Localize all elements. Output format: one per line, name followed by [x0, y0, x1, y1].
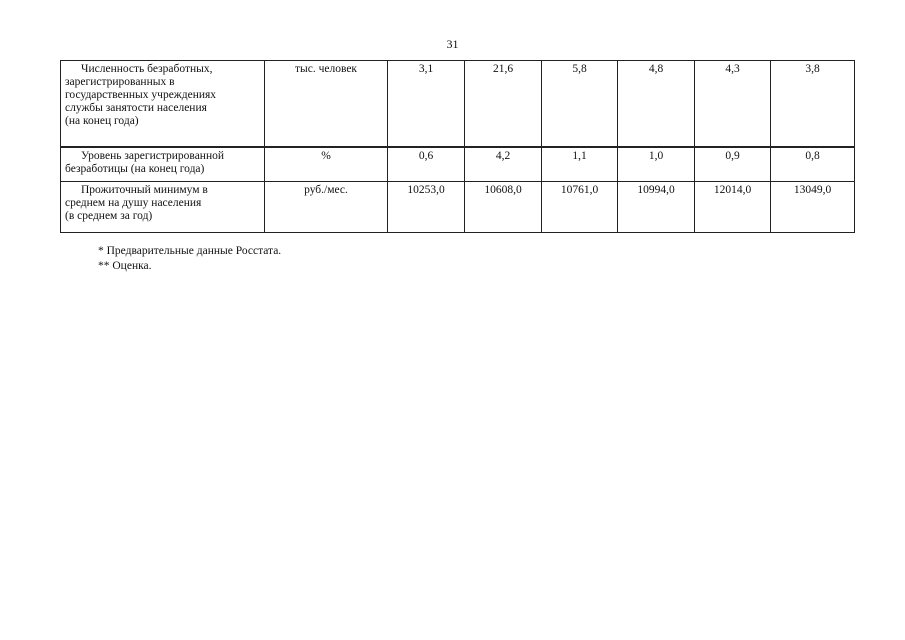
- value-cell: 21,6: [465, 61, 542, 148]
- unit-cell: тыс. человек: [265, 61, 388, 148]
- value-cell: 4,3: [695, 61, 771, 148]
- value-cell: 4,2: [465, 147, 542, 182]
- table-row: [61, 61, 855, 148]
- data-table: [60, 60, 855, 233]
- table-row: [61, 147, 855, 182]
- row-label: [61, 61, 265, 148]
- row-label-line: безработицы (на конец года): [65, 163, 205, 175]
- footnote-preliminary: * Предварительные данные Росстата.: [98, 245, 282, 257]
- row-label: [61, 182, 265, 233]
- value-cell: 0,8: [771, 147, 855, 182]
- row-label-line: Уровень зарегистрированной: [81, 150, 225, 162]
- value-cell: 0,9: [695, 147, 771, 182]
- value-cell: 10608,0: [465, 182, 542, 233]
- value-cell: 1,0: [618, 147, 695, 182]
- row-label-line: государственных учреждениях: [65, 89, 217, 101]
- row-label-line: зарегистрированных в: [65, 76, 175, 88]
- row-label-line: службы занятости населения: [65, 102, 207, 114]
- value-cell: 10253,0: [388, 182, 465, 233]
- row-label-line: (на конец года): [65, 115, 139, 127]
- table-row: [61, 182, 855, 233]
- value-cell: 12014,0: [695, 182, 771, 233]
- row-label-line: Прожиточный минимум в: [81, 184, 208, 196]
- row-label-line: среднем на душу населения: [65, 197, 202, 209]
- unit-cell: %: [265, 147, 388, 182]
- value-cell: 4,8: [618, 61, 695, 148]
- value-cell: 5,8: [542, 61, 618, 148]
- value-cell: 0,6: [388, 147, 465, 182]
- unit-cell: руб./мес.: [265, 182, 388, 233]
- row-label: [61, 147, 265, 182]
- value-cell: 1,1: [542, 147, 618, 182]
- page-number: 31: [446, 37, 459, 51]
- footnote-estimate: ** Оценка.: [98, 260, 152, 272]
- value-cell: 3,8: [771, 61, 855, 148]
- value-cell: 10994,0: [618, 182, 695, 233]
- value-cell: 3,1: [388, 61, 465, 148]
- row-label-line: Численность безработных,: [81, 63, 213, 75]
- value-cell: 10761,0: [542, 182, 618, 233]
- value-cell: 13049,0: [771, 182, 855, 233]
- footnotes: [98, 244, 281, 274]
- row-label-line: (в среднем за год): [65, 210, 153, 222]
